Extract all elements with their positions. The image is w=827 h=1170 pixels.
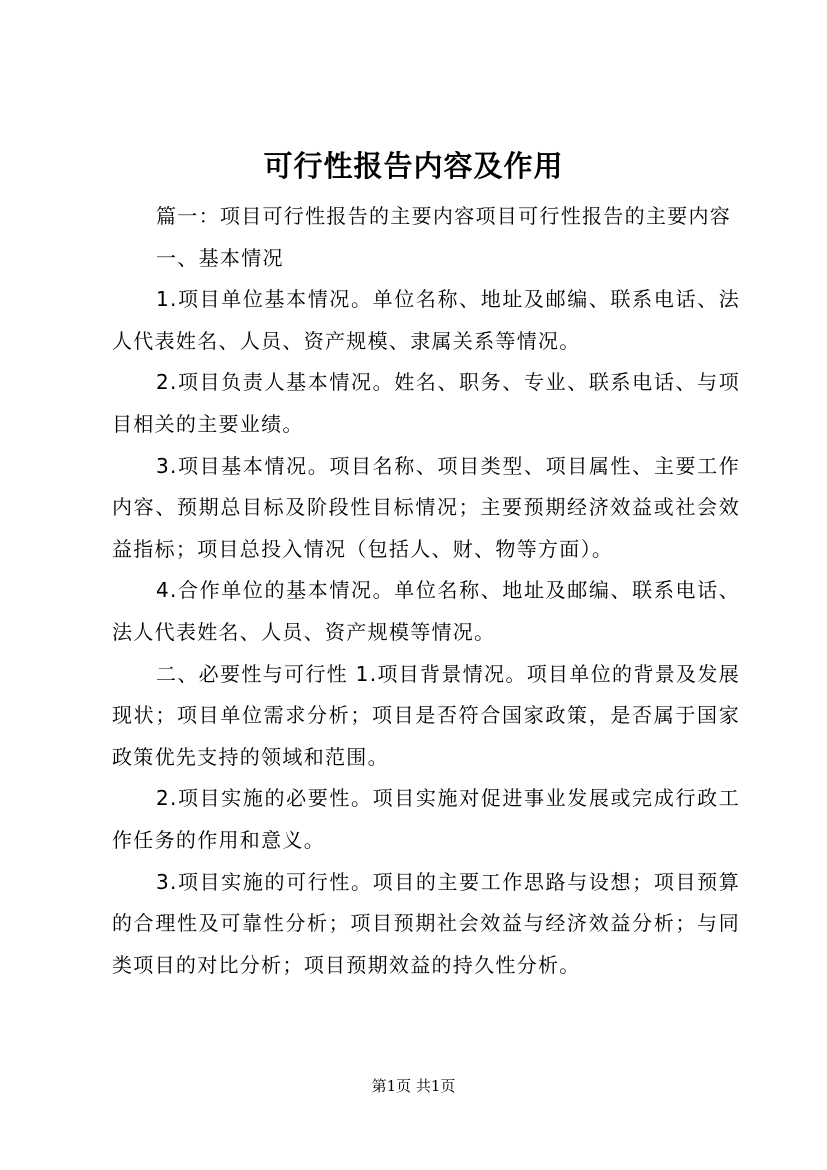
- document-body: [112, 196, 740, 986]
- paragraph-feasibility: 3.项目实施的可行性。项目的主要工作思路与设想；项目预算的合理性及可靠性分析；项目预期社会效益与经济效益分析；与同类项目的对比分析；项目预期效益的持久性分析。: [112, 869, 740, 977]
- paragraph-necessity: 2.项目实施的必要性。项目实施对促进事业发展或完成行政工作任务的作用和意义。: [112, 786, 740, 852]
- paragraph-item-4: 4.合作单位的基本情况。单位名称、地址及邮编、联系电话、法人代表姓名、人员、资产规模等情况。: [112, 578, 740, 644]
- section-heading-basic-info: 一、基本情况: [156, 245, 284, 270]
- paragraph-item-1: 1.项目单位基本情况。单位名称、地址及邮编、联系电话、法人代表姓名、人员、资产规模、隶属关系等情况。: [112, 287, 740, 353]
- document-title: 可行性报告内容及作用: [263, 149, 564, 183]
- paragraph-item-3: 3.项目基本情况。项目名称、项目类型、项目属性、主要工作内容、预期总目标及阶段性目标情况；主要预期经济效益或社会效益指标；项目总投入情况（包括人、财、物等方面）。: [112, 453, 740, 561]
- paragraph-intro: 篇一：项目可行性报告的主要内容项目可行性报告的主要内容: [156, 204, 732, 228]
- page-footer: 第1页 共1页: [371, 1077, 456, 1095]
- paragraph-item-2: 2.项目负责人基本情况。姓名、职务、专业、联系电话、与项目相关的主要业绩。: [112, 370, 740, 436]
- paragraph-necessity-feasibility: 二、必要性与可行性 1.项目背景情况。项目单位的背景及发展现状；项目单位需求分析；项目是否符合国家政策，是否属于国家政策优先支持的领域和范围。: [112, 661, 740, 769]
